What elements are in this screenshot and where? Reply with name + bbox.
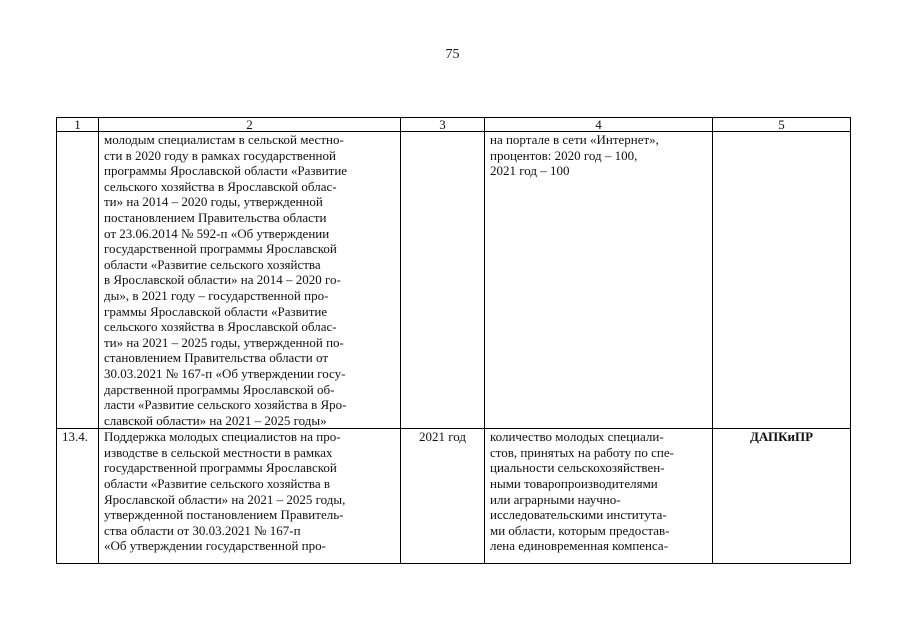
row-number: 13.4. bbox=[62, 429, 88, 445]
table-row bbox=[57, 132, 851, 429]
table-header-row bbox=[57, 118, 851, 132]
executor-cell bbox=[713, 132, 851, 429]
indicator-cell bbox=[485, 429, 713, 564]
executor-text: ДАПКиПР bbox=[749, 429, 814, 445]
row-number-cell bbox=[57, 132, 99, 429]
column-header-4: 4 bbox=[485, 118, 713, 132]
executor-cell bbox=[713, 429, 851, 564]
table-row bbox=[57, 429, 851, 564]
page-number: 75 bbox=[445, 47, 460, 62]
column-header-2: 2 bbox=[99, 118, 401, 132]
document-table bbox=[56, 117, 851, 564]
indicator-text: на портале в сети «Интернет», процентов: 2020 год – 100, 2021 год – 100 bbox=[490, 132, 659, 179]
description-text: Поддержка молодых специалистов на про- изводстве в сельской местности в рамках государственной программы Ярославской области «Развитие сельского хозяйства в Ярославской области» на 2021 – 2025 годы, утвержденной постановлением Правитель- ства области от 30.03.2021 № 167-п «Об утверждении государственной про- bbox=[104, 429, 346, 554]
year-cell bbox=[401, 429, 485, 564]
description-cell bbox=[99, 132, 401, 429]
description-text: молодым специалистам в сельской местно- сти в 2020 году в рамках государственной программы Ярославской области «Развитие сельского хозяйства в Ярославской облас- ти» на 2014 – 2020 годы, утвержденной постановлением Правительства области от 23.06.2014 № 592-п «Об утверждении государственной программы Ярославской области «Развитие сельского хозяйства в Ярославской области» на 2014 – 2020 го- ды», в 2021 году – государственной про- граммы Ярославской области «Развитие сельского хозяйства в Ярославской облас- ти» на 2021 – 2025 годы, утвержденной по- становлением Правительства области от 30.03.2021 № 167-п «Об утверждении госу- дарственной программы Ярославской об- ласти «Развитие сельского хозяйства в Яро- славской области» на 2021 – 2025 годы» bbox=[104, 132, 348, 428]
column-header-3: 3 bbox=[401, 118, 485, 132]
year-cell bbox=[401, 132, 485, 429]
description-cell bbox=[99, 429, 401, 564]
indicator-text: количество молодых специали- стов, принятых на работу по спе- циальности сельскохозяйствен- ными товаропроизводителями или аграрными научно- исследовательскими института- ми области, которым предостав- лена единовременная компенса- bbox=[490, 429, 674, 554]
column-header-5: 5 bbox=[713, 118, 851, 132]
indicator-cell bbox=[485, 132, 713, 429]
year-text: 2021 год bbox=[419, 429, 466, 445]
column-header-1: 1 bbox=[57, 118, 99, 132]
row-number-cell bbox=[57, 429, 99, 564]
